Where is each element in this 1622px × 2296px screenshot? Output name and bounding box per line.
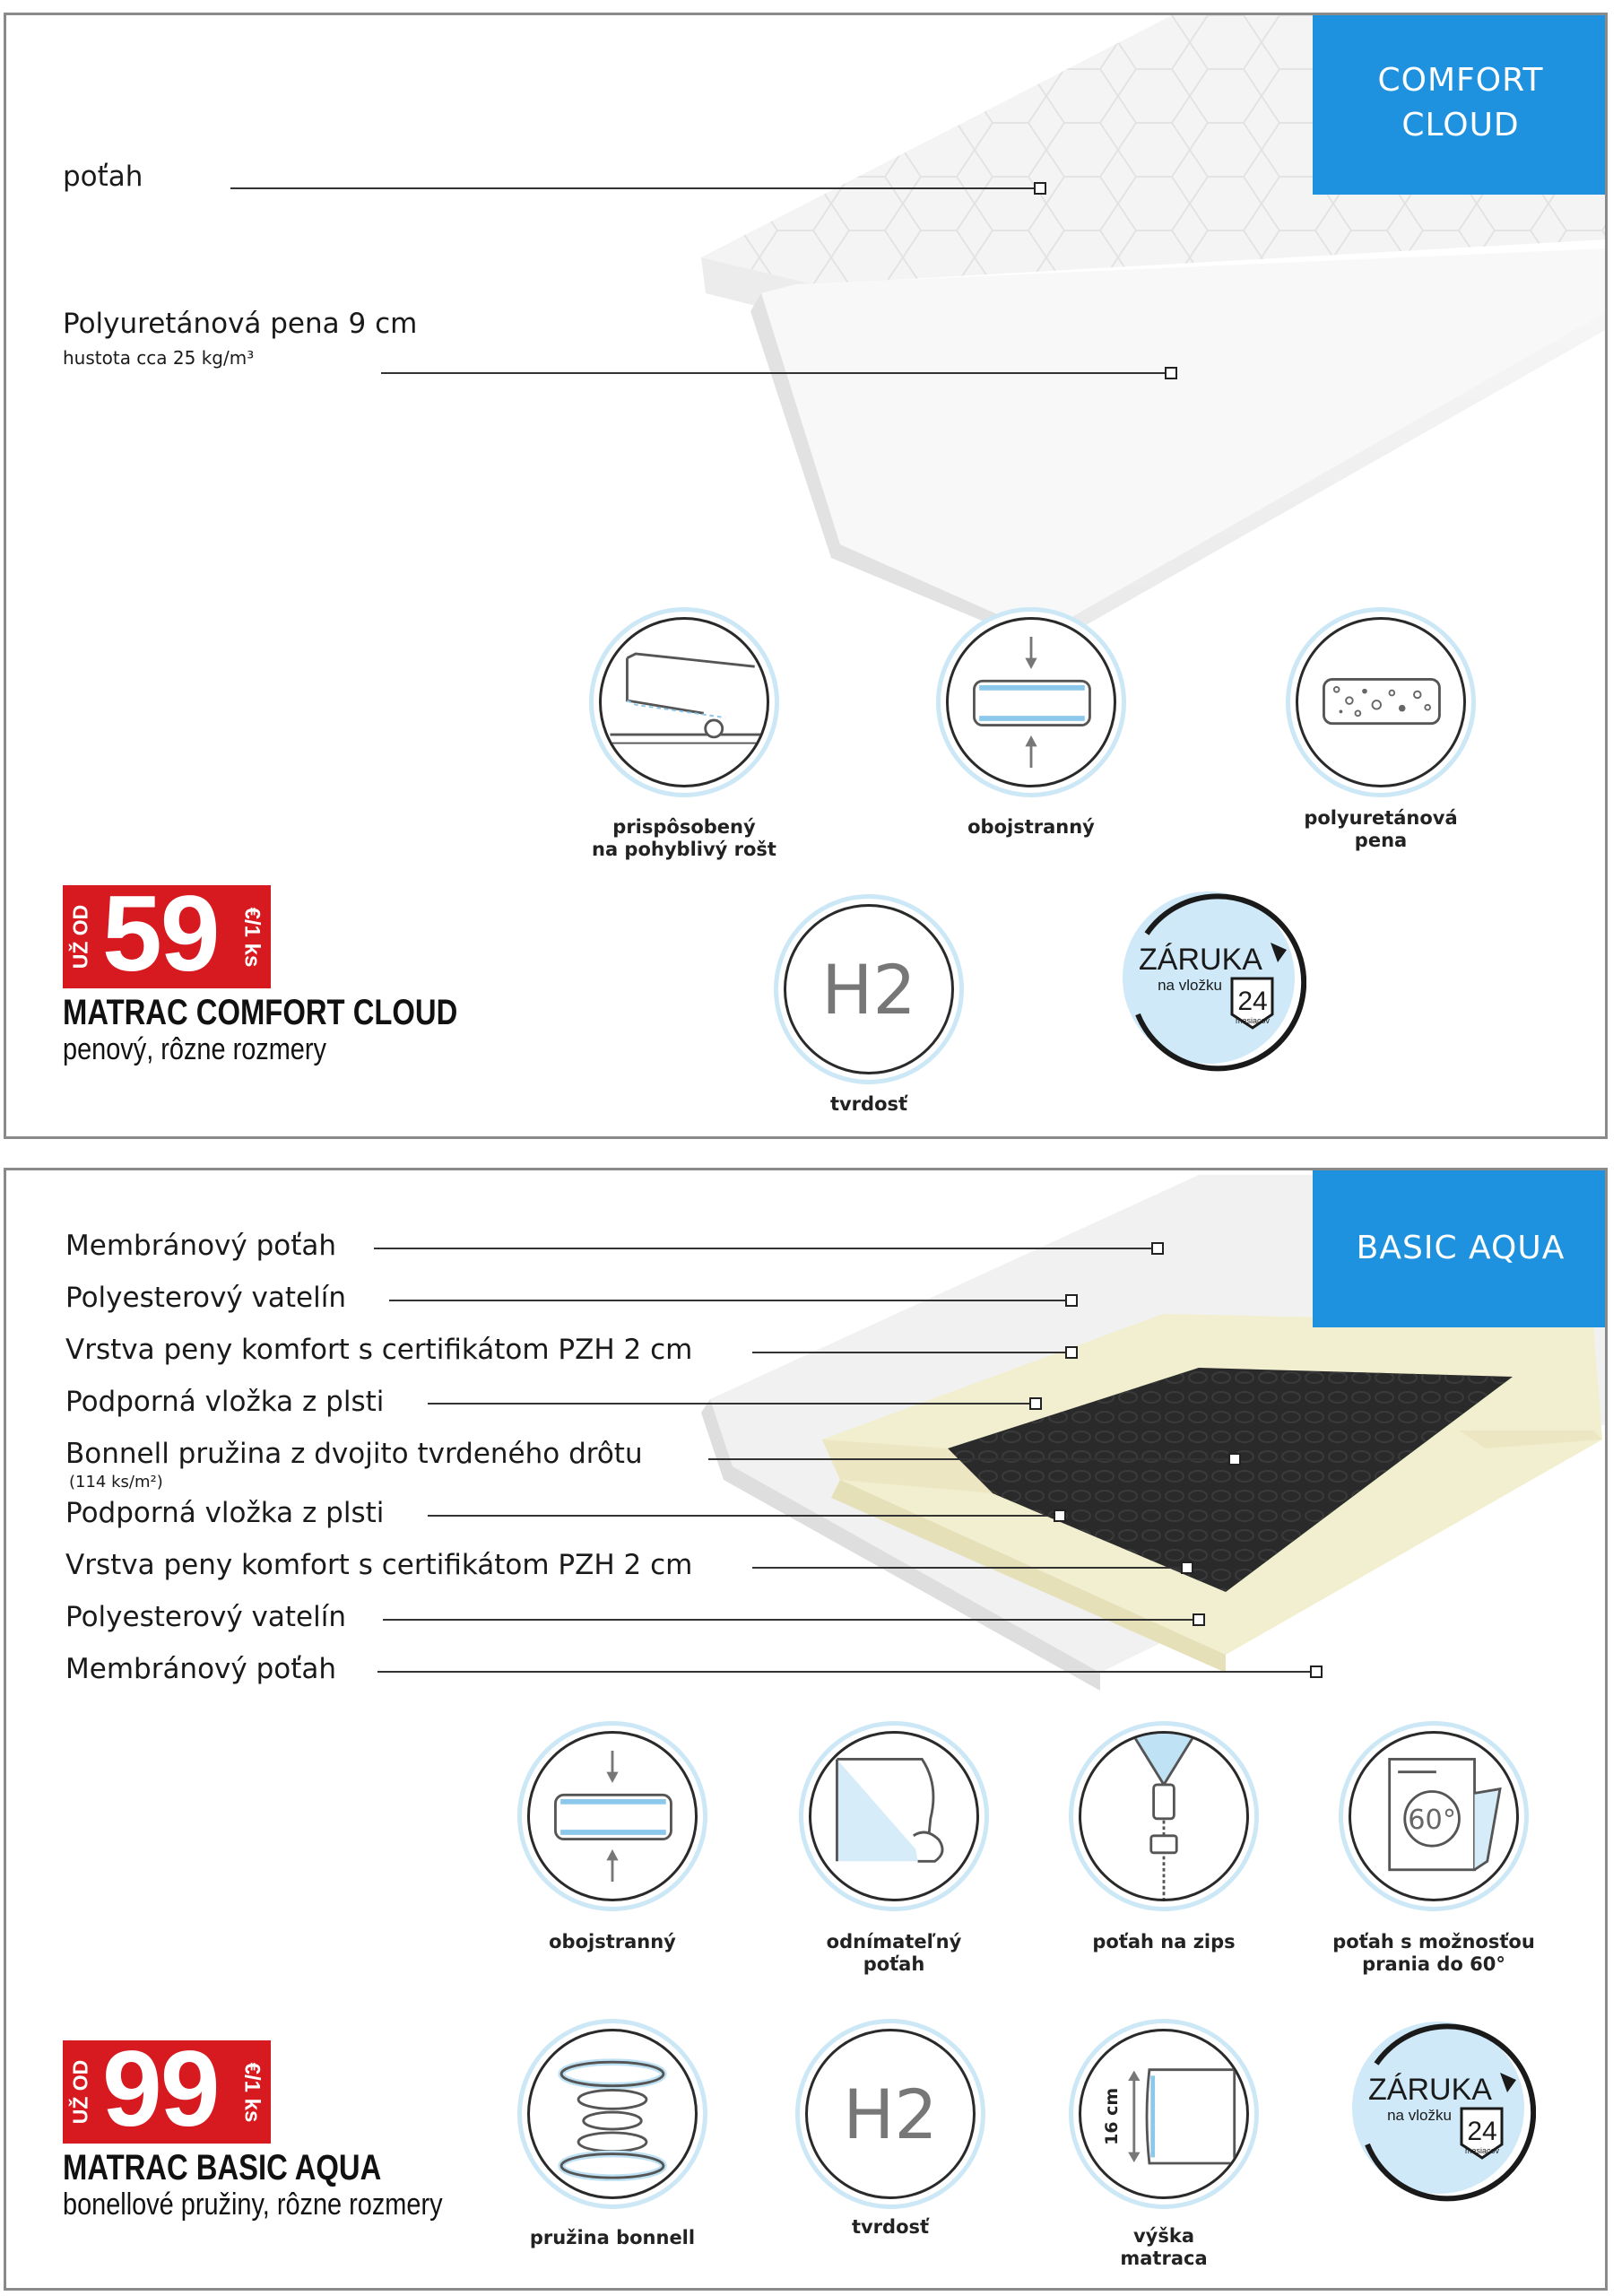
washing-60-icon xyxy=(1351,1734,1516,1899)
price-value: 99 xyxy=(102,2029,219,2149)
price-badge xyxy=(63,874,271,994)
price-prefix: UŽ OD xyxy=(68,2059,92,2125)
foam-icon xyxy=(1298,620,1463,785)
slatted-frame-icon xyxy=(602,620,767,785)
feature-caption: obojstranný xyxy=(967,816,1095,838)
leader-line xyxy=(708,1458,1228,1460)
layer-label: Podporná vložka z plsti xyxy=(65,1386,385,1418)
leader-marker xyxy=(1181,1561,1193,1574)
layer-label: Membránový poťah xyxy=(65,1230,337,1262)
feature-caption: poťah na zips xyxy=(1092,1931,1236,1952)
product-desc: bonellové pružiny, rôzne rozmery xyxy=(63,2187,443,2222)
leader-line xyxy=(752,1567,1181,1569)
bonnell-spring-icon xyxy=(530,2031,695,2196)
feature-caption: obojstranný xyxy=(549,1931,676,1952)
leader-marker xyxy=(1034,182,1046,195)
product-tag: COMFORT CLOUD xyxy=(1313,15,1608,195)
leader-line xyxy=(377,1671,1310,1673)
feature-firmness xyxy=(774,894,964,1084)
leader-line xyxy=(374,1248,1160,1249)
feature-firmness xyxy=(795,2019,985,2209)
warranty-badge xyxy=(1111,880,1306,1075)
removable-cover-icon xyxy=(811,1734,976,1899)
price-prefix: UŽ OD xyxy=(68,904,92,970)
leader-line xyxy=(383,1619,1193,1621)
product-panel-basic-aqua xyxy=(4,1168,1608,2291)
layer-label: Bonnell pružina z dvojito tvrdeného drôtu xyxy=(65,1438,643,1470)
double-sided-icon xyxy=(949,620,1114,785)
layer-label: Podporná vložka z plsti xyxy=(65,1497,385,1529)
feature-bonnell-spring xyxy=(517,2019,707,2209)
price-value: 59 xyxy=(102,874,219,994)
feature-caption: poťah s možnosťou prania do 60° xyxy=(1332,1931,1535,1975)
warranty-sub: na vložku xyxy=(1387,2107,1452,2124)
layer-label-foam: Polyuretánová pena 9 cm xyxy=(63,308,418,340)
leader-line xyxy=(230,187,1034,189)
layer-label: Polyesterový vatelín xyxy=(65,1282,346,1314)
leader-line xyxy=(752,1352,1065,1353)
feature-washable-60 xyxy=(1339,1721,1529,1911)
leader-marker xyxy=(1151,1242,1164,1255)
layer-label-cover: poťah xyxy=(63,161,143,193)
feature-slatted-frame xyxy=(589,607,779,797)
warranty-months-label: mesiacov xyxy=(1464,2146,1500,2155)
leader-marker xyxy=(1193,1613,1205,1626)
feature-mattress-height xyxy=(1069,2019,1259,2209)
leader-line xyxy=(381,372,1165,374)
mattress-height-icon xyxy=(1081,2031,1246,2196)
warranty-months: 24 xyxy=(1237,987,1268,1016)
feature-caption: výška matraca xyxy=(1120,2225,1208,2269)
leader-line xyxy=(428,1515,1054,1517)
product-name: MATRAC COMFORT CLOUD xyxy=(63,993,458,1032)
product-tag: BASIC AQUA xyxy=(1313,1170,1608,1327)
leader-marker xyxy=(1065,1346,1078,1359)
layer-sublabel-density: hustota cca 25 kg/m³ xyxy=(63,347,255,369)
leader-marker xyxy=(1054,1509,1066,1522)
leader-line xyxy=(389,1300,1065,1301)
feature-foam xyxy=(1286,607,1476,797)
firmness-icon: H2 xyxy=(821,949,916,1030)
price-unit: €/1 ks xyxy=(239,2062,265,2122)
warranty-title: ZÁRUKA xyxy=(1139,943,1262,977)
leader-marker xyxy=(1310,1665,1323,1678)
firmness-icon: H2 xyxy=(843,2074,938,2154)
layer-label: Membránový poťah xyxy=(65,1653,337,1685)
warranty-badge xyxy=(1340,2010,1536,2205)
leader-marker xyxy=(1029,1397,1042,1410)
feature-caption: polyuretánová pena xyxy=(1304,807,1458,851)
feature-double-sided xyxy=(517,1721,707,1911)
warranty-title: ZÁRUKA xyxy=(1368,2073,1492,2107)
layer-label: Polyesterový vatelín xyxy=(65,1601,346,1633)
height-value: 16 cm xyxy=(1101,2087,1122,2145)
product-desc: penový, rôzne rozmery xyxy=(63,1032,326,1066)
leader-marker xyxy=(1065,1294,1078,1307)
double-sided-icon xyxy=(530,1734,695,1899)
product-panel-comfort-cloud xyxy=(4,13,1608,1139)
feature-caption: tvrdosť xyxy=(829,1093,908,1115)
washing-temperature: 60° xyxy=(1408,1805,1457,1837)
warranty-sub: na vložku xyxy=(1158,977,1222,994)
feature-double-sided xyxy=(936,607,1126,797)
warranty-months-label: mesiacov xyxy=(1235,1016,1271,1025)
feature-caption: tvrdosť xyxy=(851,2216,930,2238)
leader-marker xyxy=(1228,1453,1241,1465)
price-badge xyxy=(63,2029,271,2149)
feature-caption: prispôsobený na pohyblivý rošt xyxy=(592,816,776,860)
warranty-months: 24 xyxy=(1467,2117,1497,2146)
layer-label: Vrstva peny komfort s certifikátom PZH 2 cm xyxy=(65,1334,693,1366)
layer-sublabel: (114 ks/m²) xyxy=(69,1473,163,1492)
product-name: MATRAC BASIC AQUA xyxy=(63,2148,382,2187)
leader-line xyxy=(428,1403,1029,1405)
price-unit: €/1 ks xyxy=(239,907,265,967)
leader-marker xyxy=(1165,367,1177,379)
feature-caption: pružina bonnell xyxy=(529,2227,696,2248)
feature-removable-cover xyxy=(799,1721,989,1911)
zipper-icon xyxy=(1081,1734,1246,1899)
layer-label: Vrstva peny komfort s certifikátom PZH 2 cm xyxy=(65,1549,693,1581)
feature-zipper xyxy=(1069,1721,1259,1911)
feature-caption: odnímateľný poťah xyxy=(826,1931,962,1975)
